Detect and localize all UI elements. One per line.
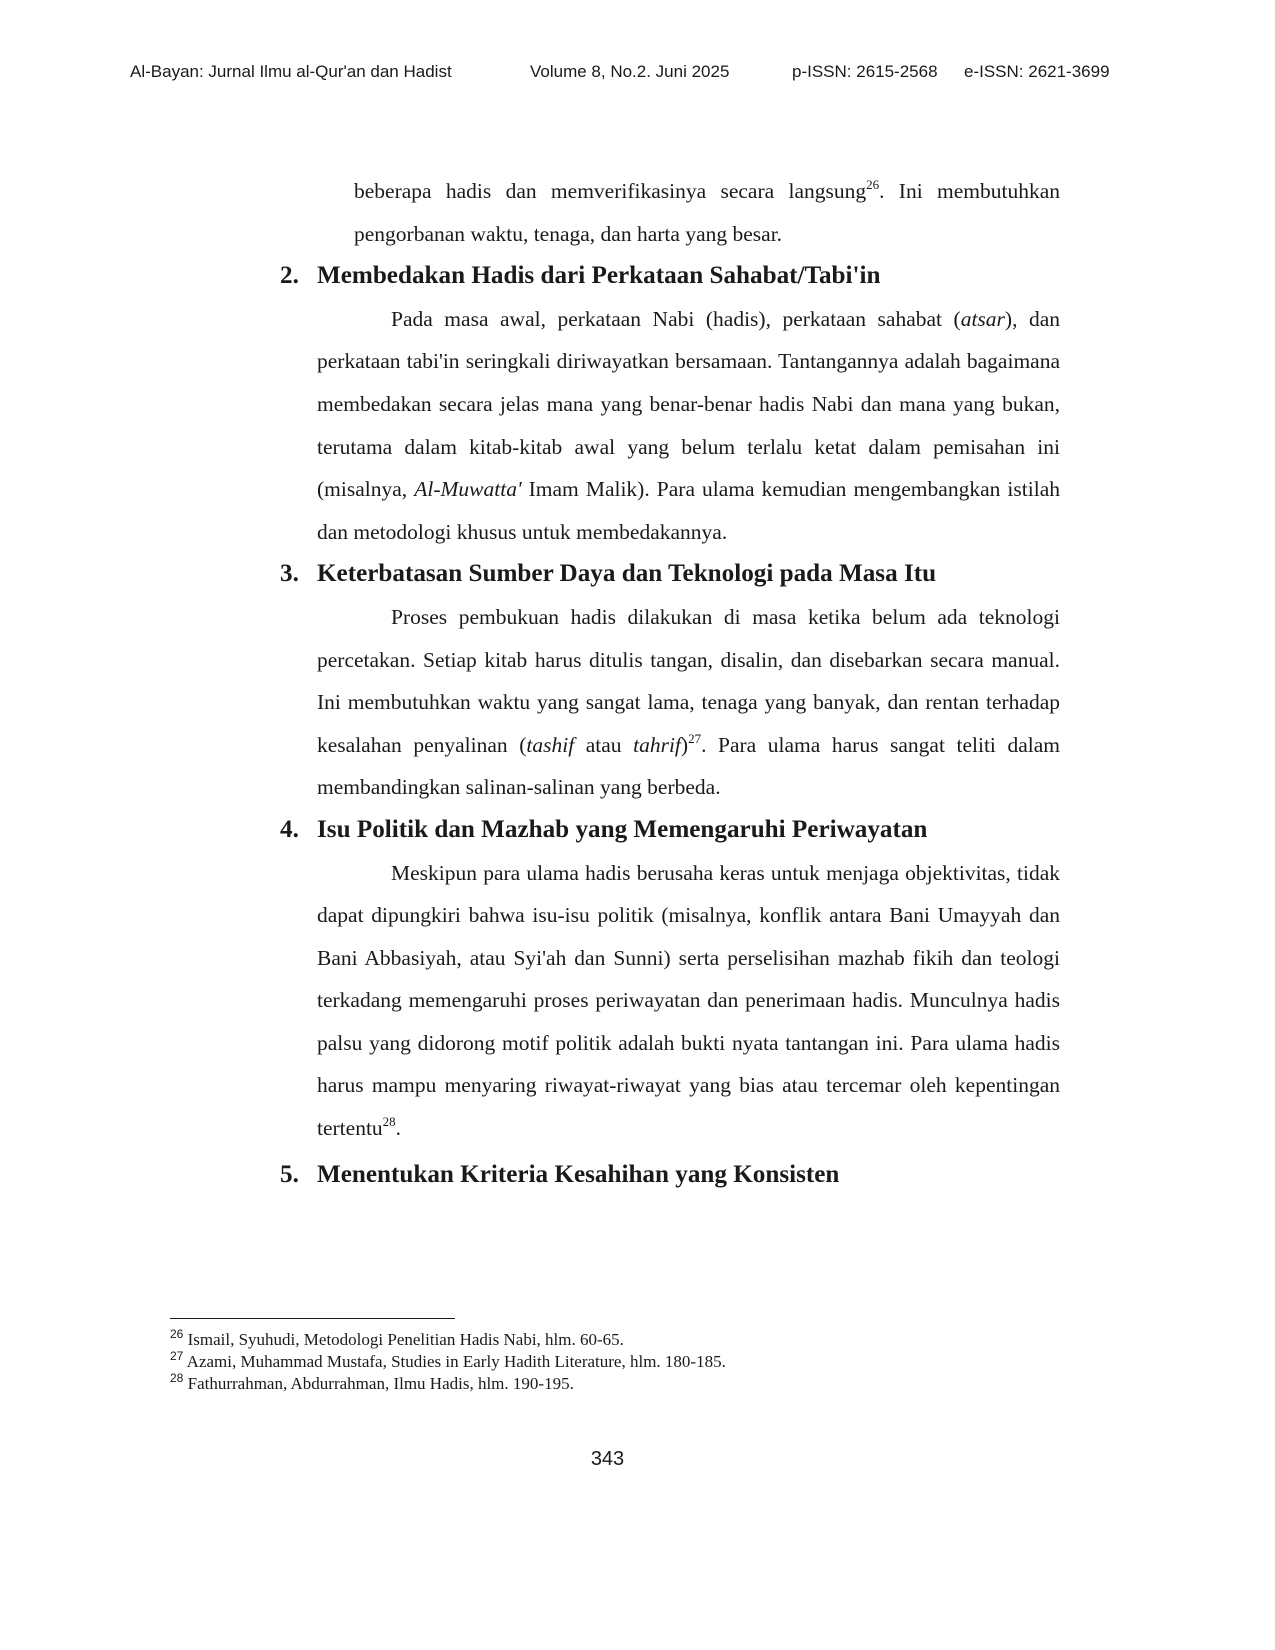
- section-number: 5.: [280, 1160, 299, 1188]
- paragraph-text: Proses pembukuan hadis dilakukan di masa ketika belum ada teknologi percetakan. Setiap kitab harus ditulis tangan, disalin, dan disebarkan secara manual. Ini membutuhkan waktu yang sangat lama, tenaga yang banyak, dan rentan terhadap kesalahan penyalinan (: [317, 604, 1060, 757]
- continued-paragraph: [354, 170, 1060, 255]
- footnote-mark: 27: [170, 1349, 184, 1363]
- section-number: 3.: [280, 560, 299, 588]
- section-title: Isu Politik dan Mazhab yang Memengaruhi Periwayatan: [317, 815, 928, 843]
- paragraph-text: Meskipun para ulama hadis berusaha keras untuk menjaga objektivitas, tidak dapat dipungkiri bahwa isu-isu politik (misalnya, konflik antara Bani Umayyah dan Bani Abbasiyah, atau Syi'ah dan Sunni) serta perselisihan mazhab fikih dan teologi terkadang memengaruhi proses periwayatan dan penerimaan hadis. Munculnya hadis palsu yang didorong motif politik adalah bukti nyata tantangan ini. Para ulama hadis harus mampu menyaring riwayat-riwayat yang bias atau tercemar oleh kepentingan tertentu: [317, 860, 1060, 1141]
- italic-term: tashif: [526, 732, 575, 757]
- section-heading-4: [280, 809, 1060, 852]
- paragraph-text: . Ini membutuhkan pengorbanan waktu, tenaga, dan harta yang besar.: [354, 179, 1061, 246]
- section-paragraph-3: [317, 596, 1060, 809]
- print-issn: p-ISSN: 2615-2568: [792, 62, 938, 81]
- section-heading-5: [280, 1154, 1060, 1197]
- footnote-text: Fathurrahman, Abdurrahman, Ilmu Hadis, hlm. 190-195.: [183, 1374, 574, 1393]
- section-heading-2: [280, 255, 1060, 298]
- footnote-text: Azami, Muhammad Mustafa, Studies in Early Hadith Literature, hlm. 180-185.: [183, 1352, 726, 1371]
- paragraph-text: ): [680, 732, 689, 757]
- paragraph-text: Pada masa awal, perkataan Nabi (hadis), perkataan sahabat (: [391, 306, 961, 331]
- paragraph-text: . Para ulama harus sangat teliti dalam membandingkan salinan-salinan yang berbeda.: [317, 732, 1060, 800]
- section-paragraph-4: [317, 852, 1060, 1150]
- section-title: Keterbatasan Sumber Daya dan Teknologi pada Masa Itu: [317, 560, 937, 588]
- footnote-mark: 26: [170, 1327, 184, 1341]
- footnote-ref-27[interactable]: 27: [688, 730, 702, 746]
- section-title: Menentukan Kriteria Kesahihan yang Konsisten: [317, 1160, 840, 1188]
- paragraph-text: ), dan perkataan tabi'in seringkali diriwayatkan bersamaan. Tantangannya adalah bagaimana membedakan secara jelas mana yang benar-benar hadis Nabi dan mana yang bukan, terutama dalam kitab-kitab awal yang belum terlalu ketat dalam pemisahan ini (misalnya,: [317, 306, 1061, 502]
- running-header: [130, 62, 1140, 86]
- section-number: 2.: [280, 262, 299, 290]
- footnote-text: Ismail, Syuhudi, Metodologi Penelitian Hadis Nabi, hlm. 60-65.: [183, 1330, 624, 1349]
- italic-term: Al-Muwatta': [414, 477, 522, 502]
- electronic-issn: e-ISSN: 2621-3699: [964, 62, 1110, 81]
- paragraph-text: beberapa hadis dan memverifikasinya secara langsung: [354, 179, 867, 203]
- journal-title: Al-Bayan: Jurnal Ilmu al-Qur'an dan Hadist: [130, 62, 452, 81]
- footnote-ref-26[interactable]: 26: [866, 177, 880, 192]
- footnote-separator: [170, 1318, 455, 1319]
- footnote-mark: 28: [170, 1371, 184, 1385]
- footnote-26: [170, 1329, 1070, 1351]
- paragraph-text: atau: [574, 732, 634, 757]
- article-body: [280, 170, 1060, 1196]
- footnote-ref-28[interactable]: 28: [382, 1114, 396, 1130]
- page-number: 343: [590, 1448, 625, 1470]
- italic-term: atsar: [960, 306, 1005, 331]
- section-number: 4.: [280, 815, 299, 843]
- footnote-28: [170, 1373, 1070, 1395]
- footnotes: [170, 1329, 1070, 1395]
- journal-volume: Volume 8, No.2. Juni 2025: [530, 62, 730, 81]
- section-paragraph-2: [317, 298, 1060, 554]
- paragraph-text: .: [395, 1116, 402, 1141]
- footnote-27: [170, 1351, 1070, 1373]
- section-title: Membedakan Hadis dari Perkataan Sahabat/Tabi'in: [317, 262, 881, 290]
- section-heading-3: [280, 553, 1060, 596]
- paragraph-text: Imam Malik). Para ulama kemudian mengembangkan istilah dan metodologi khusus untuk membedakannya.: [317, 477, 1060, 544]
- italic-term: tahrif: [633, 732, 681, 757]
